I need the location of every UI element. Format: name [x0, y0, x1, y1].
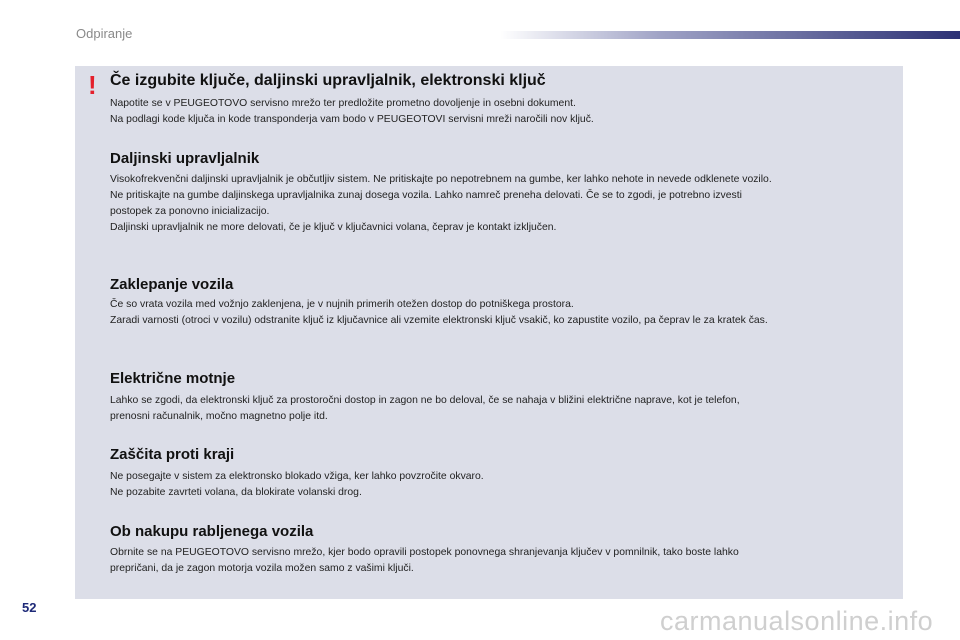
heading-used-vehicle: Ob nakupu rabljenega vozila: [110, 523, 314, 540]
text-line: Ne pozabite zavrteti volana, da blokirate volanski drog.: [110, 487, 362, 498]
text-line: Visokofrekvenčni daljinski upravljalnik je občutljiv sistem. Ne pritiskajte po nepotrebnem na gumbe, ker lahko nehote in nevede odklenete vozilo.: [110, 174, 772, 185]
section-title: Odpiranje: [76, 26, 133, 41]
heading-anti-theft: Zaščita proti kraji: [110, 446, 235, 463]
paragraph-remote-control: [110, 172, 900, 236]
heading-locking: Zaklepanje vozila: [110, 276, 234, 293]
text-line: Če so vrata vozila med vožnjo zaklenjena, je v nujnih primerih otežen dostop do potniškega prostora.: [110, 299, 574, 310]
text-line: prepričani, da je zagon motorja vozila možen samo z vašimi ključi.: [110, 563, 414, 574]
paragraph-electrical-interference: [110, 393, 900, 425]
paragraph-locking: [110, 297, 900, 329]
page-number: 52: [22, 600, 37, 615]
content-panel: [75, 66, 903, 599]
warning-icon: !: [88, 70, 97, 100]
text-line: Zaradi varnosti (otroci v vozilu) odstranite ključ iz ključavnice ali vzemite elektronski ključ vsakič, ko zapustite vozilo, pa čeprav le za kratek čas.: [110, 315, 768, 326]
header-accent-bar: [500, 31, 960, 39]
text-line: Lahko se zgodi, da elektronski ključ za prostoročni dostop in zagon ne bo deloval, če se nahaja v bližini električne naprave, kot je telefon,: [110, 395, 740, 406]
text-line: Daljinski upravljalnik ne more delovati, če je ključ v ključavnici volana, čeprav je kontakt izključen.: [110, 222, 557, 233]
text-line: postopek za ponovno inicializacijo.: [110, 206, 270, 217]
text-line: prenosni računalnik, močno magnetno polje itd.: [110, 411, 328, 422]
heading-remote-control: Daljinski upravljalnik: [110, 150, 260, 167]
watermark: carmanualsonline.info: [660, 606, 934, 636]
heading-lost-keys: Če izgubite ključe, daljinski upravljalnik, elektronski ključ: [110, 72, 546, 89]
text-line: Ne posegajte v sistem za elektronsko blokado vžiga, ker lahko povzročite okvaro.: [110, 471, 484, 482]
paragraph-used-vehicle: [110, 545, 900, 577]
paragraph-anti-theft: [110, 469, 900, 501]
paragraph-lost-keys: [110, 96, 900, 128]
text-line: Ne pritiskajte na gumbe daljinskega upravljalnika zunaj dosega vozila. Lahko namreč preneha delovati. Če se to zgodi, je potrebno izvesti: [110, 190, 742, 201]
heading-electrical-interference: Električne motnje: [110, 370, 236, 387]
text-line: Napotite se v PEUGEOTOVO servisno mrežo ter predložite prometno dovoljenje in osebni dokument.: [110, 98, 576, 109]
text-line: Na podlagi kode ključa in kode transponderja vam bodo v PEUGEOTOVI servisni mreži naročili nov ključ.: [110, 114, 594, 125]
text-line: Obrnite se na PEUGEOTOVO servisno mrežo, kjer bodo opravili postopek ponovnega shranjevanja ključev v pomnilnik, tako boste lahko: [110, 547, 739, 558]
